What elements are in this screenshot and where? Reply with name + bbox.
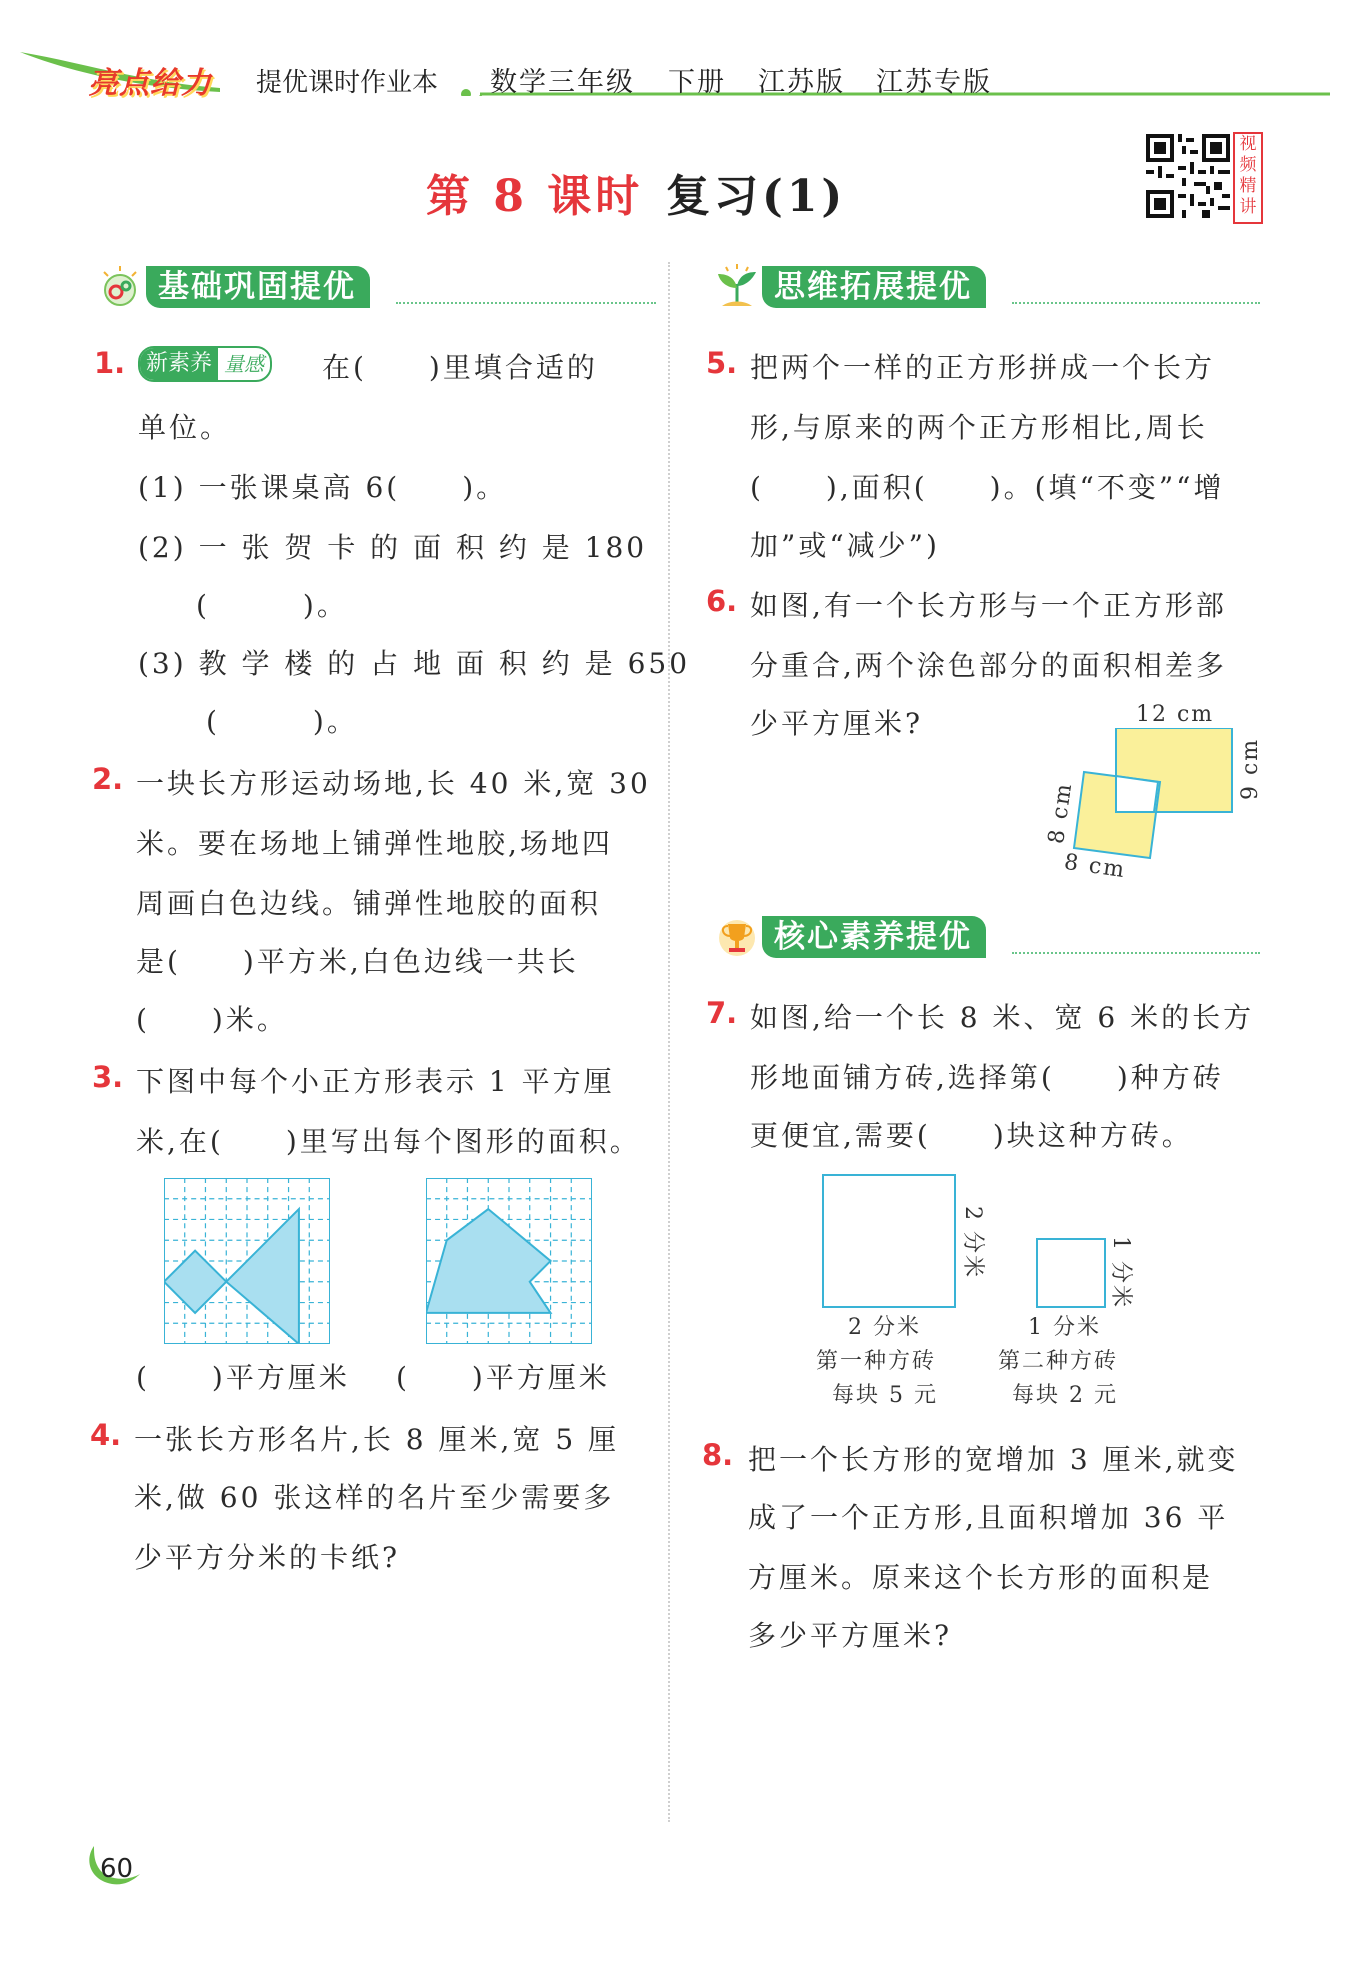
q8-line: 把一个长方形的宽增加 3 厘米,就变	[748, 1443, 1239, 1476]
section-divider	[396, 302, 656, 304]
header-region: 江苏专版	[876, 67, 992, 98]
q8-line: 方厘米。原来这个长方形的面积是	[748, 1561, 1214, 1594]
gear-bulb-icon	[96, 262, 146, 312]
section-title-basic: 基础巩固提优	[146, 266, 370, 308]
section-core	[712, 916, 1260, 958]
section-divider	[1012, 952, 1260, 954]
badge-main: 新素养	[140, 348, 218, 380]
label-square-bottom: 8 cm	[1062, 849, 1128, 884]
q7-line: 形地面铺方砖,选择第( )种方砖	[750, 1061, 1224, 1094]
section-title-thinking: 思维拓展提优	[762, 266, 986, 308]
brand-logo: 亮点给力	[88, 66, 212, 101]
q3-answer-right: ( )平方厘米	[396, 1361, 610, 1394]
column-divider	[668, 262, 670, 1822]
tile-2-price: 每块 2 元	[1012, 1383, 1118, 1408]
question-number-4: 4.	[90, 1418, 122, 1452]
tile-2-bottom-label: 1 分米	[1028, 1315, 1101, 1340]
q7-line: 更便宜,需要( )块这种方砖。	[750, 1119, 1193, 1152]
q2-line: ( )米。	[136, 1003, 288, 1036]
q1-part-2-blank: ( )。	[196, 589, 348, 622]
q8-line: 多少平方厘米?	[748, 1619, 953, 1652]
q6-line: 如图,有一个长方形与一个正方形部	[750, 589, 1227, 622]
tile-1-name: 第一种方砖	[816, 1349, 937, 1374]
q1-part-3-blank: ( )。	[206, 705, 358, 738]
q5-line: 加”或“减少”)	[750, 529, 940, 562]
header-subject: 数学三年级	[490, 67, 635, 98]
q3-answer-left: ( )平方厘米	[136, 1361, 350, 1394]
q1-text: 单位。	[138, 411, 232, 444]
page-number: 60	[100, 1854, 134, 1884]
trophy-icon	[712, 912, 762, 962]
question-number-3: 3.	[92, 1060, 124, 1094]
q6-line: 分重合,两个涂色部分的面积相差多	[750, 649, 1227, 682]
label-rect-height: 9 cm	[1238, 737, 1263, 800]
q5-line: 把两个一样的正方形拼成一个长方	[750, 351, 1216, 384]
tile-2-square	[1036, 1238, 1106, 1308]
q1-text: 在( )里填合适的	[322, 351, 598, 384]
grid-figure-pentagon	[426, 1178, 592, 1344]
q1-part-1: (1) 一张课桌高 6( )。	[138, 471, 508, 504]
q2-line: 是( )平方米,白色边线一共长	[136, 945, 579, 978]
q3-line: 下图中每个小正方形表示 1 平方厘	[136, 1065, 615, 1098]
q4-line: 一张长方形名片,长 8 厘米,宽 5 厘	[134, 1423, 620, 1456]
section-basic	[96, 266, 656, 308]
tile-1-square	[822, 1174, 956, 1308]
q3-line: 米,在( )里写出每个图形的面积。	[136, 1125, 641, 1158]
series-name: 提优课时作业本	[256, 68, 439, 98]
tile-1-bottom-label: 2 分米	[848, 1315, 921, 1340]
q2-line: 一块长方形运动场地,长 40 米,宽 30	[136, 767, 651, 800]
question-number-2: 2.	[92, 762, 124, 796]
question-number-8: 8.	[702, 1438, 734, 1472]
section-thinking	[712, 266, 1260, 308]
label-rect-width: 12 cm	[1136, 702, 1215, 727]
qr-code-icon[interactable]	[1146, 134, 1230, 218]
q6-line: 少平方厘米?	[750, 707, 924, 740]
q1-part-2: (2) 一 张 贺 卡 的 面 积 约 是 180	[138, 531, 648, 564]
sprout-icon	[712, 262, 762, 312]
tile-1-price: 每块 5 元	[832, 1383, 938, 1408]
grid-figure-fish	[164, 1178, 330, 1344]
q4-line: 米,做 60 张这样的名片至少需要多	[134, 1481, 615, 1514]
question-number-7: 7.	[706, 996, 738, 1030]
q2-line: 周画白色边线。铺弹性地胶的面积	[136, 887, 602, 920]
section-title-core: 核心素养提优	[762, 916, 986, 958]
lesson-number: 第 8 课时	[426, 171, 644, 222]
question-number-5: 5.	[706, 346, 738, 380]
q4-line: 少平方分米的卡纸?	[134, 1541, 401, 1574]
tile-2-side-label: 1 分米	[1108, 1236, 1133, 1309]
qr-label: 视频精讲	[1233, 132, 1263, 224]
tile-1-side-label: 2 分米	[960, 1206, 985, 1279]
new-literacy-badge	[138, 346, 272, 382]
question-number-6: 6.	[706, 584, 738, 618]
question-number-1: 1.	[94, 346, 126, 380]
q2-line: 米。要在场地上铺弹性地胶,场地四	[136, 827, 613, 860]
label-square-side: 8 cm	[1044, 780, 1078, 846]
tile-2-name: 第二种方砖	[998, 1349, 1119, 1374]
q7-line: 如图,给一个长 8 米、宽 6 米的长方	[750, 1001, 1255, 1034]
q5-line: 形,与原来的两个正方形相比,周长	[750, 411, 1208, 444]
header-edition: 江苏版	[758, 67, 845, 98]
page-title: 复习(1)	[666, 171, 847, 222]
header-volume: 下册	[668, 67, 726, 98]
q5-line: ( ),面积( )。(填“不变”“增	[750, 471, 1225, 504]
q1-part-3: (3) 教 学 楼 的 占 地 面 积 约 是 650	[138, 647, 691, 680]
q8-line: 成了一个正方形,且面积增加 36 平	[748, 1501, 1229, 1534]
section-divider	[1012, 302, 1260, 304]
badge-sub: 量感	[224, 352, 265, 376]
